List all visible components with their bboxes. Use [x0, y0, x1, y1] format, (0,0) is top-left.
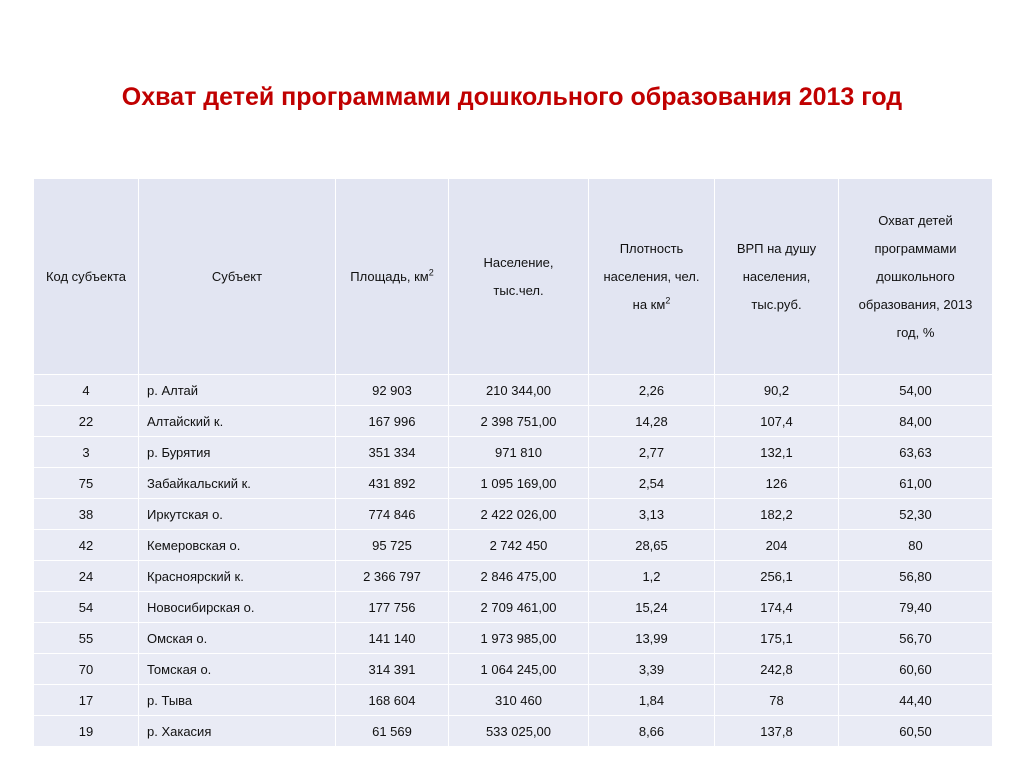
- cell-population: 210 344,00: [449, 375, 589, 406]
- cell-population: 533 025,00: [449, 716, 589, 747]
- cell-subject: Томская о.: [139, 654, 336, 685]
- cell-density: 13,99: [589, 623, 715, 654]
- cell-area: 177 756: [336, 592, 449, 623]
- cell-subject: Кемеровская о.: [139, 530, 336, 561]
- cell-subject: р. Бурятия: [139, 437, 336, 468]
- cell-coverage: 60,60: [839, 654, 993, 685]
- cell-code: 4: [34, 375, 139, 406]
- cell-code: 55: [34, 623, 139, 654]
- cell-subject: Новосибирская о.: [139, 592, 336, 623]
- slide-title: Охват детей программами дошкольного образования 2013 год: [121, 83, 903, 111]
- cell-area: 61 569: [336, 716, 449, 747]
- cell-area: 2 366 797: [336, 561, 449, 592]
- cell-grp: 182,2: [715, 499, 839, 530]
- cell-subject: Омская о.: [139, 623, 336, 654]
- header-code: Код субъекта: [34, 179, 139, 375]
- cell-population: 2 742 450: [449, 530, 589, 561]
- cell-population: 971 810: [449, 437, 589, 468]
- cell-grp: 175,1: [715, 623, 839, 654]
- table-row: [34, 654, 993, 685]
- cell-coverage: 44,40: [839, 685, 993, 716]
- cell-grp: 132,1: [715, 437, 839, 468]
- table-row: [34, 406, 993, 437]
- cell-grp: 107,4: [715, 406, 839, 437]
- table-row: [34, 530, 993, 561]
- cell-grp: 242,8: [715, 654, 839, 685]
- cell-population: 1 095 169,00: [449, 468, 589, 499]
- cell-density: 2,26: [589, 375, 715, 406]
- regions-table: [33, 178, 993, 747]
- table-row: [34, 685, 993, 716]
- cell-area: 92 903: [336, 375, 449, 406]
- cell-density: 1,84: [589, 685, 715, 716]
- table-row: [34, 437, 993, 468]
- cell-population: 1 064 245,00: [449, 654, 589, 685]
- cell-density: 8,66: [589, 716, 715, 747]
- header-coverage: Охват детей программами дошкольного образования, 2013 год, %: [839, 179, 993, 375]
- cell-coverage: 84,00: [839, 406, 993, 437]
- cell-area: 168 604: [336, 685, 449, 716]
- cell-code: 22: [34, 406, 139, 437]
- cell-coverage: 56,70: [839, 623, 993, 654]
- cell-density: 3,13: [589, 499, 715, 530]
- header-population: Население, тыс.чел.: [449, 179, 589, 375]
- cell-code: 3: [34, 437, 139, 468]
- cell-grp: 256,1: [715, 561, 839, 592]
- cell-grp: 78: [715, 685, 839, 716]
- cell-population: 1 973 985,00: [449, 623, 589, 654]
- cell-population: 2 398 751,00: [449, 406, 589, 437]
- cell-area: 774 846: [336, 499, 449, 530]
- cell-grp: 137,8: [715, 716, 839, 747]
- cell-coverage: 79,40: [839, 592, 993, 623]
- cell-subject: Иркутская о.: [139, 499, 336, 530]
- cell-subject: р. Алтай: [139, 375, 336, 406]
- cell-area: 351 334: [336, 437, 449, 468]
- cell-grp: 90,2: [715, 375, 839, 406]
- area-unit-superscript: 2: [428, 267, 434, 278]
- cell-coverage: 63,63: [839, 437, 993, 468]
- cell-area: 167 996: [336, 406, 449, 437]
- cell-subject: Забайкальский к.: [139, 468, 336, 499]
- header-density: Плотность населения, чел. на $км^2$: [589, 179, 715, 375]
- cell-subject: р. Тыва: [139, 685, 336, 716]
- cell-density: 15,24: [589, 592, 715, 623]
- cell-code: 38: [34, 499, 139, 530]
- cell-coverage: 56,80: [839, 561, 993, 592]
- cell-code: 24: [34, 561, 139, 592]
- cell-density: 14,28: [589, 406, 715, 437]
- cell-grp: 174,4: [715, 592, 839, 623]
- table-row: [34, 716, 993, 747]
- table-row: [34, 592, 993, 623]
- table-header-row: [34, 179, 993, 375]
- header-area: Площадь, $км^2$: [336, 179, 449, 375]
- cell-population: 310 460: [449, 685, 589, 716]
- cell-area: 314 391: [336, 654, 449, 685]
- cell-population: 2 846 475,00: [449, 561, 589, 592]
- cell-code: 42: [34, 530, 139, 561]
- cell-area: 141 140: [336, 623, 449, 654]
- cell-area: 95 725: [336, 530, 449, 561]
- cell-subject: р. Хакасия: [139, 716, 336, 747]
- cell-code: 17: [34, 685, 139, 716]
- cell-density: 3,39: [589, 654, 715, 685]
- cell-population: 2 709 461,00: [449, 592, 589, 623]
- cell-coverage: 60,50: [839, 716, 993, 747]
- table-row: [34, 623, 993, 654]
- cell-coverage: 54,00: [839, 375, 993, 406]
- table-row: [34, 499, 993, 530]
- cell-density: 2,77: [589, 437, 715, 468]
- cell-code: 19: [34, 716, 139, 747]
- cell-density: 1,2: [589, 561, 715, 592]
- table-row: [34, 561, 993, 592]
- cell-grp: 204: [715, 530, 839, 561]
- cell-coverage: 80: [839, 530, 993, 561]
- table-row: [34, 375, 993, 406]
- cell-subject: Алтайский к.: [139, 406, 336, 437]
- cell-area: 431 892: [336, 468, 449, 499]
- cell-grp: 126: [715, 468, 839, 499]
- cell-density: 2,54: [589, 468, 715, 499]
- header-subject: Субъект: [139, 179, 336, 375]
- header-grp: ВРП на душу населения, тыс.руб.: [715, 179, 839, 375]
- cell-code: 75: [34, 468, 139, 499]
- cell-density: 28,65: [589, 530, 715, 561]
- cell-coverage: 52,30: [839, 499, 993, 530]
- table-row: [34, 468, 993, 499]
- density-unit-superscript: 2: [665, 295, 671, 306]
- cell-coverage: 61,00: [839, 468, 993, 499]
- cell-code: 70: [34, 654, 139, 685]
- cell-code: 54: [34, 592, 139, 623]
- cell-subject: Красноярский к.: [139, 561, 336, 592]
- cell-population: 2 422 026,00: [449, 499, 589, 530]
